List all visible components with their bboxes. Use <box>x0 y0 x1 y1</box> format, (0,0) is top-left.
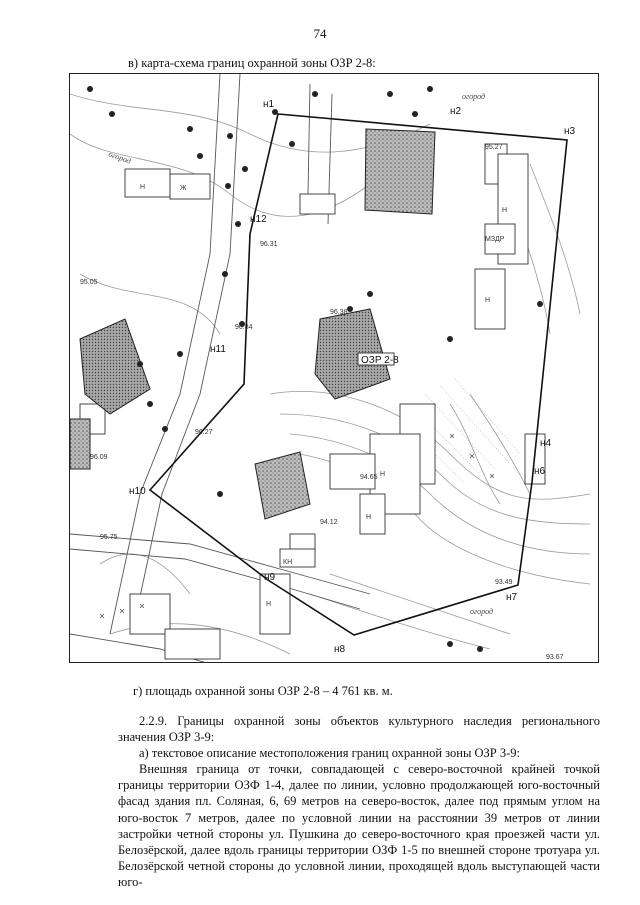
body-paragraph: Внешняя граница от точки, совпадающей с северо-восточной крайней точкой границы территории ОЗФ 1-4, далее по линии, условно продолжающей юго-восточный фасад здания пл. Соляная, 6, 69 метров на северо-восток, далее под прямым углом на юго-восток 7 метров, далее по условной линии на расстоянии 39 метров от линии застройки четной стороны ул. Пушкина до северо-восточного края проезжей части ул. Белозёрской, далее вдоль границы территории ОЗФ 1-5 по внешней стороне тротуара ул. Белозёрской четной стороны до условной линии, проходящей вдоль выступающей части юго- <box>118 762 600 890</box>
point-n10: н10 <box>129 486 146 497</box>
label-ogorod-top: огород <box>462 92 486 101</box>
elev-1: 95.05 <box>80 279 98 286</box>
section-heading: 2.2.9. Границы охранной зоны объектов культурного наследия регионального значения ОЗР 3-9: <box>118 714 600 745</box>
point-n3: н3 <box>564 126 576 137</box>
point-n9: н9 <box>264 572 276 583</box>
point-n11: н11 <box>210 344 226 355</box>
subsection-a: а) текстовое описание местоположения границ охранной зоны ОЗР 3-9: <box>139 746 520 760</box>
zone-area-text: г) площадь охранной зоны ОЗР 2-8 – 4 761 кв. м. <box>133 684 393 698</box>
label-h-6: Н <box>266 601 272 608</box>
elev-12: 96.27 <box>195 429 213 436</box>
zone-label: ОЗР 2-8 <box>361 355 399 366</box>
label-h-4: Н <box>380 471 386 478</box>
elev-4: 94.65 <box>360 474 378 481</box>
elev-5: 93.67 <box>546 654 564 661</box>
point-n12: н12 <box>250 214 267 225</box>
elev-10: 95.75 <box>100 534 118 541</box>
page-number: 74 <box>313 26 327 41</box>
label-zh-1: Ж <box>180 185 187 192</box>
elev-3: 96.38 <box>330 309 348 316</box>
elev-7: 93.49 <box>495 579 513 586</box>
label-ogorod-bottom: огород <box>470 607 494 616</box>
point-n7: н7 <box>506 592 518 603</box>
map-svg <box>70 74 599 663</box>
label-h-2: Н <box>502 207 508 214</box>
map-caption: в) карта-схема границ охранной зоны ОЗР 2-8: <box>128 56 376 70</box>
label-mzhd: МЗДР <box>485 236 505 243</box>
label-kn: КН <box>283 559 293 566</box>
map-figure <box>69 73 599 663</box>
label-h-1: Н <box>140 184 146 191</box>
point-n8: н8 <box>334 644 346 655</box>
elev-6: 95.27 <box>485 144 503 151</box>
point-n6: н6 <box>534 466 546 477</box>
label-h-3: Н <box>485 297 491 304</box>
point-n4: н4 <box>540 438 552 449</box>
point-n2: н2 <box>450 106 462 117</box>
elev-2: 96.84 <box>235 324 253 331</box>
label-ogorod-left: огород <box>107 149 133 166</box>
elev-9: 96.09 <box>90 454 108 461</box>
elev-8: 96.31 <box>260 241 278 248</box>
elev-11: 94.12 <box>320 519 338 526</box>
point-n1: н1 <box>263 99 275 110</box>
label-h-5: Н <box>366 514 372 521</box>
